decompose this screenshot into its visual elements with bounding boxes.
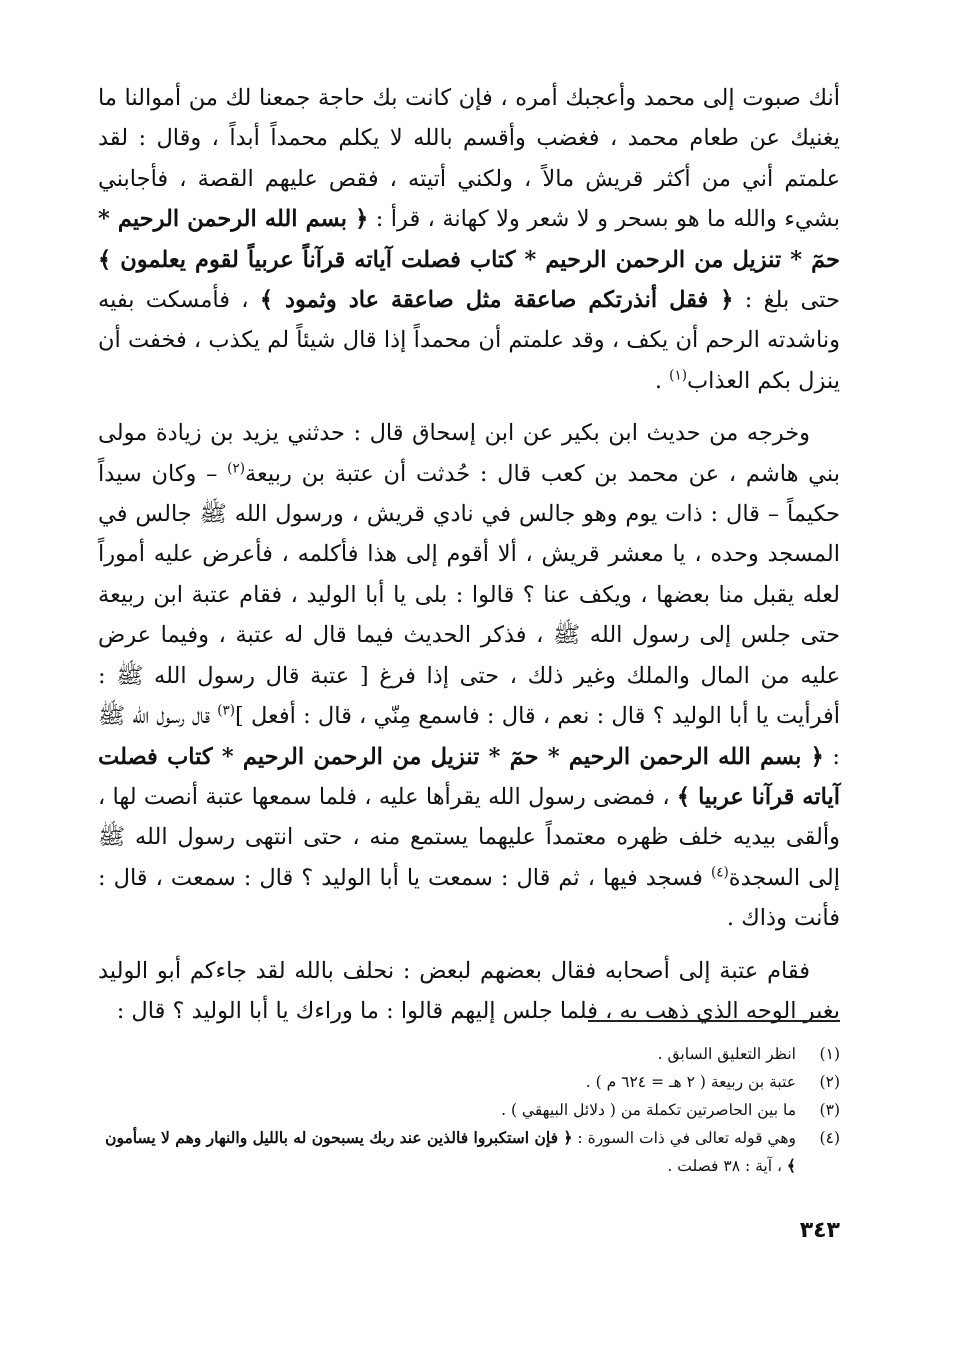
text-span: ما بين الحاصرتين تكملة من ( دلائل البيهقي ) . xyxy=(501,1101,796,1119)
footnote-ref: (٣) xyxy=(217,702,236,719)
footnote-number: (٢) xyxy=(819,1073,840,1091)
text-span: وهي قوله تعالى في ذات السورة : xyxy=(572,1129,796,1147)
text-span: حتى بلغ : xyxy=(733,287,840,314)
footnote-text xyxy=(98,1068,796,1096)
footnote-text xyxy=(98,1124,796,1180)
footnote-ref: (٤) xyxy=(710,864,729,881)
footnotes xyxy=(98,1040,840,1180)
footnote-text xyxy=(98,1040,796,1068)
footnote xyxy=(98,1096,840,1124)
footnote xyxy=(98,1068,840,1096)
paragraph xyxy=(98,78,840,401)
text-span: . xyxy=(654,367,670,394)
text-span: فسجد فيها ، ثم قال : سمعت يا أبا الوليد ؟ قال : سمعت ، قال : فأنت وذاك . xyxy=(98,864,840,932)
text-span: أنك صبوت إلى محمد وأعجبك أمره ، فإن كانت بك حاجة جمعنا لك من أموالنا ما يغنيك عن طعام محمد ، فغضب وأقسم بالله لا يكلم محمداً أبداً ، وقال : لقد علمتم أني من أكثر قريش مالاً ، ولكني أتيته ، فقص عليهم القصة ، فأجابني بشيء والله ما هو بسحر و لا شعر ولا كهانة ، قرأ : xyxy=(98,85,840,233)
footnote-ref: (٢) xyxy=(227,460,245,477)
footnote-separator xyxy=(588,1020,840,1022)
text-span: قال رسول الله ﷺ : xyxy=(98,703,840,770)
footnote-text xyxy=(98,1096,796,1124)
footnote xyxy=(98,1040,840,1068)
text-span: وخرجه من حديث ابن بكير عن ابن إسحاق قال : حدثني يزيد بن زيادة مولى بني هاشم ، عن محمد بن كعب قال : حُدثت أن عتبة بن ربيعة xyxy=(98,420,840,487)
quran-quote: ﴿ بسم الله الرحمن الرحيم * حمٓ * تنزيل من الرحمن الرحيم * كتاب فصلت آياته قرآناً عربياً لقوم يعلمون ﴾ xyxy=(98,206,840,273)
page-number: ٣٤٣ xyxy=(799,1218,840,1243)
body-text xyxy=(98,78,840,1031)
footnote-number: (١) xyxy=(819,1045,840,1063)
paragraph xyxy=(98,413,840,938)
footnote-number: (٣) xyxy=(819,1101,840,1119)
quran-quote: ﴿ فإن استكبروا فالذين عند ربك يسبحون له بالليل والنهار وهم لا يسأمون ﴾ xyxy=(105,1128,796,1175)
book-page xyxy=(98,78,840,1328)
text-span: ، فمضى رسول الله يقرأها عليه ، فلما سمعها عتبة أنصت لها ، وألقى بيديه خلف ظهره معتمداً عليهما يستمع منه ، حتى انتهى رسول الله ﷺ إلى السجدة xyxy=(98,783,840,891)
text-span: انظر التعليق السابق . xyxy=(657,1045,796,1063)
text-span: فقام عتبة إلى أصحابه فقال بعضهم لبعض : نحلف بالله لقد جاءكم أبو الوليد بغير الوجه الذي ذهب به ، فلما جلس إليهم قالوا : ما وراءك يا أبا الوليد ؟ قال : xyxy=(98,957,840,1024)
footnote xyxy=(98,1124,840,1180)
footnote-ref: (١) xyxy=(669,367,687,384)
text-span: ، فأمسكت بفيه وناشدته الرحم أن يكف ، وقد علمتم أن محمداً إذا قال شيئاً لم يكذب ، فخفت أن ينزل بكم العذاب xyxy=(98,287,840,394)
quran-quote: ﴿ فقل أنذرتكم صاعقة مثل صاعقة عاد وثمود ﴾ xyxy=(259,287,734,314)
text-span: – وكان سيداً حكيماً – قال : ذات يوم وهو جالس في نادي قريش ، ورسول الله ﷺ جالس في المسجد وحده ، يا معشر قريش ، ألا أقوم إلى هذا فأكلمه ، فأعرض عليه أموراً لعله يقبل منا بعضها ، ويكف عنا ؟ قالوا : بلى يا أبا الوليد ، فقام عتبة ابن ربيعة حتى جلس إلى رسول الله ﷺ ، فذكر الحديث فيما قال له عتبة ، وفيما عرض عليه من المال والملك وغير ذلك ، حتى إذا فرغ [ عتبة قال رسول الله ﷺ : أفرأيت يا أبا الوليد ؟ قال : نعم ، قال : فاسمع مِنّي ، قال : أفعل ] xyxy=(98,460,841,730)
text-span: ، آية : ٣٨ فصلت . xyxy=(667,1157,787,1175)
quran-quote: ﴿ بسم الله الرحمن الرحيم * حمٓ * تنزيل من الرحمن الرحيم * كتاب فصلت آياته قرآنا عربيا ﴾ xyxy=(98,743,840,810)
text-span: عتبة بن ربيعة ( ٢ هـ = ٦٢٤ م ) . xyxy=(585,1073,796,1091)
footnote-number: (٤) xyxy=(819,1129,840,1147)
